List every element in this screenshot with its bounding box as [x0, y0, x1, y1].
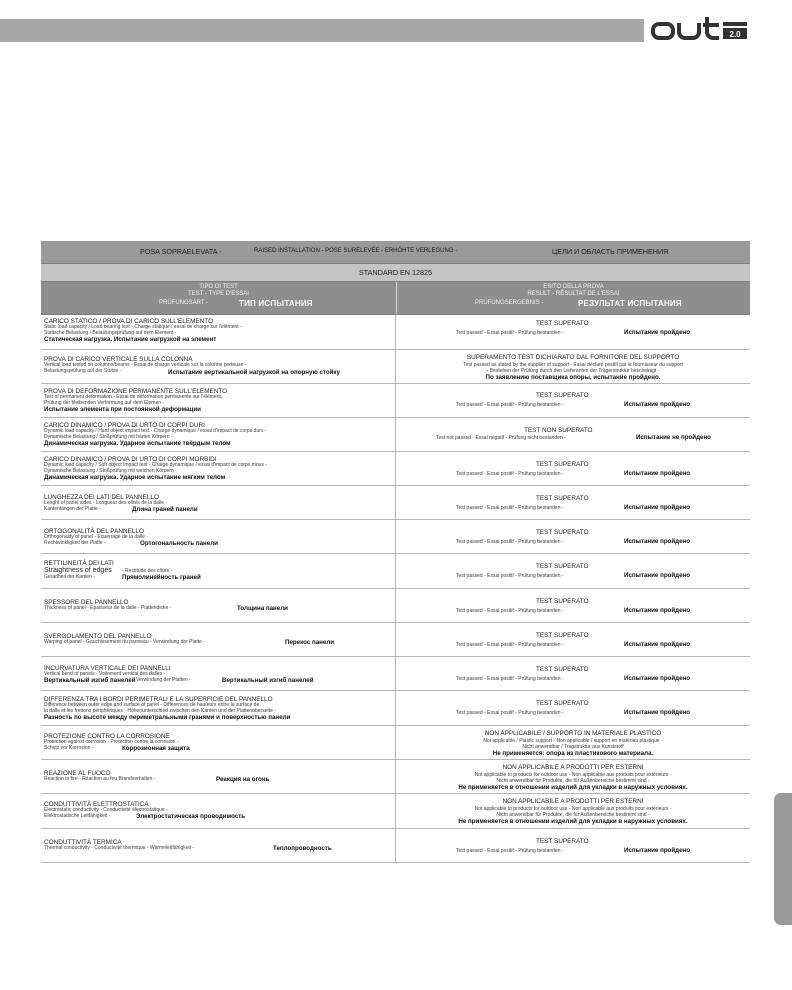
test-title: CONDUTTIVITÀ ELETTROSTATICA: [44, 801, 149, 808]
brand-logo: [651, 14, 751, 44]
result-ru: Не применяется: опора из пластикового материала.: [492, 750, 654, 757]
test-desc: Warping of panel - Gauchissement du panneau - Verwindung der Platte -: [44, 639, 206, 646]
table-row: [41, 589, 750, 623]
result-multi: Test passed - Essai positif - Prüfung bestanden -: [456, 642, 564, 648]
result-multi: Not applicable to products for outdoor use - Non applicable aux produits pour extérieurs -: [474, 772, 672, 778]
result-ru: Испытание пройдено: [624, 572, 691, 579]
table-row: [41, 657, 750, 691]
test-ru: Ортогональность панели: [140, 539, 218, 547]
top-bar: [0, 19, 644, 42]
test-title: REAZIONE AL FUOCO: [44, 770, 111, 777]
result-multi-2: Nicht anwendbar / Tragstruktur aus Kunststoff: [522, 744, 624, 750]
test-title: CARICO DINAMICO / PROVA DI URTO DI CORPI DURI: [44, 422, 205, 429]
table-row: [41, 726, 750, 760]
test-type-multi: TEST - TYPE D'ESSAI: [188, 291, 249, 298]
header-it: POSA SOPRAELEVATA -: [140, 247, 222, 256]
result-ru: Испытание пройдено: [624, 847, 691, 854]
result-it: TEST SUPERATO: [536, 320, 589, 327]
test-ru: Динамическая нагрузка. Ударное испытание мягким телом: [44, 474, 226, 482]
result-ru: Не применяется в отношении изделий для укладки в наружных условиях.: [458, 818, 688, 825]
table-row: [41, 384, 750, 418]
table-row: [41, 829, 750, 863]
test-title: INCURVATURA VERTICALE DEI PANNELLI: [44, 665, 171, 672]
test-ru-inline: Вертикальный изгиб панелей: [44, 676, 136, 684]
result-it: NON APPLICABILE A PRODOTTI PER ESTERNI: [502, 764, 644, 771]
test-ru: Прямолинейность граней: [122, 574, 201, 582]
result-ru: Испытание пройдено: [624, 504, 691, 511]
test-desc-2: la dalle et les frettons périphériques - Höhenunterschied zwischen den Kanten und der Plattenoberseite -: [44, 707, 276, 714]
result-ru: Испытание пройдено: [624, 641, 691, 648]
result-it: TEST SUPERATO: [536, 563, 589, 570]
result-it: TEST SUPERATO: [536, 495, 589, 502]
result-it: TEST SUPERATO: [536, 666, 589, 673]
test-desc-de: Statische Belastung / Belastungsprüfung auf dem Element -: [44, 329, 177, 336]
side-tab: [774, 793, 792, 925]
table-row: [41, 554, 750, 589]
header-ru: ЦЕЛИ И ОБЛАСТЬ ПРИМЕНЕНИЯ: [552, 247, 669, 256]
test-title: PROTEZIONE CONTRO LA CORROSIONE: [44, 733, 170, 740]
result-ru: По заявлению поставщика опоры, испытание пройдено.: [485, 374, 661, 381]
test-desc: Test of permanent deformation - Essai de déformation permanente sur l'élément: [44, 394, 221, 401]
test-title: PROVA DI CARICO VERTICALE SULLA COLONNA: [44, 356, 193, 363]
test-type-de: PRÜFUNGSART -: [159, 300, 209, 306]
header-multi: RAISED INSTALLATION - POSE SURÉLEVÉE - ERHÖHTE VERLEGUNG -: [254, 248, 458, 254]
test-ru: Реакция на огонь: [216, 776, 270, 784]
test-desc-de: Dynamische Belastung / Stoßprüfung mit weichen Körpern -: [44, 467, 177, 474]
result-ru: Испытание пройдено: [624, 709, 691, 716]
test-desc: Dynamic load capacity / Soft object impact test - Charge dynamique / essai d'impact de corps mous -: [44, 462, 267, 469]
result-multi: Test passed - Essai positif - Prüfung bestanden -: [456, 402, 564, 408]
test-desc-de: Schutz vor Korrosion -: [44, 744, 94, 751]
result-it: ESITO DELLA PROVA: [543, 284, 604, 290]
result-de: PRÜFUNGSERGEBNIS -: [475, 300, 544, 306]
test-title: ORTOGONALITÀ DEL PANNELLO: [44, 528, 144, 535]
result-header: [397, 282, 750, 314]
result-multi: Not applicable / Plastic support - Non applicable / support en matériau plastique -: [483, 738, 663, 744]
test-ru: Длина граней панели: [132, 505, 198, 513]
test-ru: Коррозионная защита: [122, 744, 190, 752]
result-multi: Test passed - Essai positif - Prüfung bestanden -: [456, 848, 564, 854]
table-row: [41, 418, 750, 452]
test-ru: Электростатическая проводимость: [136, 812, 246, 820]
test-title: CARICO DINAMICO / PROVA DI URTO DI CORPI MORBIDI: [44, 456, 217, 463]
result-it: NON APPLICABILE A PRODOTTI PER ESTERNI: [502, 798, 644, 805]
test-desc: Difference between outer edge and surface of panel - Différences de hauteurs entre la surface de: [44, 702, 260, 709]
table-row: [41, 315, 750, 350]
test-ru: Испытание вертикальной нагрузкой на опорную стойку: [168, 368, 340, 376]
result-ru: Испытание пройдено: [624, 401, 691, 408]
result-ru: Испытание не пройдено: [636, 434, 711, 441]
result-it: TEST SUPERATO: [536, 392, 589, 399]
test-title: RETTILINEITÀ DEI LATI: [44, 560, 114, 567]
result-ru: Не применяется в отношении изделий для укладки в наружных условиях.: [458, 784, 688, 791]
test-desc-de: Geradheit der Kanten -: [44, 574, 95, 581]
test-desc: Reaction to fire - Réaction au feu Brandverhalten -: [44, 776, 156, 783]
test-type-ru: ТИП ИСПЫТАНИЯ: [239, 299, 313, 308]
test-ru: Динамическая нагрузка. Ударное испытание твёрдым телом: [44, 440, 231, 448]
result-multi: RESULT - RÉSULTAT DE L'ESSAI: [527, 291, 620, 298]
result-multi-2: Nicht anwendbar für Produkte, die für Außenbereiche bestimmt sind -: [496, 812, 650, 818]
result-ru: Испытание пройдено: [624, 607, 691, 614]
result-it: TEST SUPERATO: [536, 700, 589, 707]
result-multi: Test passed - Essai positif - Prüfung bestanden -: [456, 608, 564, 614]
result-it: NON APPLICABILE / SUPPORTO IN MATERIALE PLASTICO: [484, 730, 662, 737]
column-headers: [41, 282, 750, 315]
test-desc: Orthogonality of panel - Equerrage de la dalle -: [44, 534, 148, 541]
result-ru: Испытание пройдено: [624, 675, 691, 682]
result-multi: Not applicable to products for outdoor use - Non applicable aux produits pour extérieurs -: [474, 806, 672, 812]
test-title: PROVA DI DEFORMAZIONE PERMANENTE SULL'ELEMENTO: [44, 388, 228, 395]
test-ru: Теплопроводность: [273, 845, 332, 853]
table-row: [41, 452, 750, 486]
test-desc: Electrostatic conductivity - Conductivité électrostatique -: [44, 807, 168, 814]
result-ru: Испытание пройдено: [624, 538, 691, 545]
test-desc-de: Verwindung der Platten -: [136, 676, 191, 683]
standard-header: STANDARD EN 12825: [41, 264, 750, 282]
result-it: TEST SUPERATO: [536, 632, 589, 639]
result-multi: Test passed - Essai positif - Prüfung bestanden -: [456, 505, 564, 511]
result-ru: РЕЗУЛЬТАТ ИСПЫТАНИЯ: [578, 299, 682, 308]
test-type-header: [41, 282, 397, 314]
test-type-it: TIPO DI TEST: [199, 284, 238, 290]
test-desc: Straightness of edges: [44, 567, 112, 575]
result-it: TEST SUPERATO: [536, 529, 589, 536]
test-ru: Испытание элемента при постоянной деформации: [44, 406, 201, 414]
test-ru: Толщина панели: [237, 605, 288, 613]
test-desc: Vertical bend of panels - Voilement vertical des dalles -: [44, 671, 166, 678]
test-desc: Thickness of panel - Epaisseur de la dalle - Plattendicke -: [44, 605, 172, 612]
test-desc-de: Prüfung der bleibenden Verformung auf dem Elemen -: [44, 399, 165, 406]
result-it: SUPERAMENTO TEST DICHIARATO DAL FORNITORE DEL SUPPORTO: [466, 354, 680, 361]
table-row: [41, 520, 750, 554]
test-desc-de: Dynamische Belastung / Stoßprüfung mit harten Körpern -: [44, 433, 173, 440]
table-row: [41, 350, 750, 384]
test-desc: Protection against corrosion - Protection contre la corrosion -: [44, 739, 179, 746]
table-row: [41, 623, 750, 657]
table-row: [41, 760, 750, 794]
test-title: SPESSORE DEL PANNELLO: [44, 599, 129, 606]
result-multi: Test passed - Essai positif - Prüfung bestanden -: [456, 710, 564, 716]
installation-header: [41, 241, 750, 264]
table-row: [41, 794, 750, 829]
result-multi: Test passed as stated by the supplier of support - Essai déclaré positif par le fournisseur du support: [463, 362, 683, 368]
table-row: [41, 486, 750, 520]
test-desc: Lenght of panel sides - Longueur des côtés de la dalle -: [44, 500, 168, 507]
result-multi: Test passed - Essai positif - Prüfung bestanden -: [456, 471, 564, 477]
test-ru: Перекос панели: [285, 639, 335, 647]
test-desc: Dynamic load capacity / Hard object impact test - Charge dynamique / essai d'impact de corps durs -: [44, 428, 267, 435]
result-multi: Test passed - Essai positif - Prüfung bestanden -: [456, 573, 564, 579]
test-desc-de: Elektrostatische Leitfähigkeit -: [44, 812, 111, 819]
test-desc-de: Rechtwinkligkeit der Platte -: [44, 539, 106, 546]
test-title: CONDUTTIVITÀ TERMICA: [44, 839, 122, 846]
test-title: SVERGOLAMENTO DEL PANNELLO: [44, 633, 152, 640]
result-multi: Test passed - Essai positif - Prüfung bestanden -: [456, 539, 564, 545]
result-ru: Испытание пройдено: [624, 470, 691, 477]
test-desc-de: Belastungsprüfung auf der Stütze -: [44, 367, 122, 374]
result-ru: Испытание пройдено: [624, 329, 691, 336]
test-title: DIFFERENZA TRA I BORDI PERIMETRALI E LA SUPERFICIE DEL PANNELLO: [44, 696, 273, 703]
test-desc: Thermal conductivity - Conductivité thermique - Wärmeleitfähigkeit -: [44, 845, 195, 852]
test-ru: Вертикальный изгиб панелей: [222, 676, 314, 684]
test-ru: Разность по высоте между периметральными гранями и поверхностью панели: [44, 714, 291, 722]
result-it: TEST SUPERATO: [536, 598, 589, 605]
result-it: TEST NON SUPERATO: [524, 427, 593, 434]
result-multi-2: - Bestehen der Prüfung durch den Lieferanten der Trägerstruktur bescheinigt -: [486, 368, 660, 374]
result-it: TEST SUPERATO: [536, 838, 589, 845]
result-multi: Test not passed - Essai négatif - Prüfung nicht bestanden -: [436, 435, 566, 441]
test-desc: Static load capacity / Load bearing test - Charge statique / essai de charge sur l'élément -: [44, 324, 242, 331]
test-title: LUNGHEZZA DEI LATI DEL PANNELLO: [44, 494, 159, 501]
test-desc-fr: - Rectitude des côtés -: [122, 568, 173, 575]
result-multi: Test passed - Essai positif - Prüfung bestanden -: [456, 676, 564, 682]
test-desc-de: Kantenlängen der Platte -: [44, 505, 101, 512]
result-it: TEST SUPERATO: [536, 461, 589, 468]
result-multi-2: Nicht anwendbar für Produkte, die für Außenbereiche bestimmt sind -: [496, 778, 650, 784]
test-ru: Статическая нагрузка. Испытание нагрузкой на элемент: [44, 336, 217, 344]
test-desc: Vertical load tested on columns/beams - Essai de charge verticale sur la colonne porteuse -: [44, 362, 247, 369]
logo-version: 2.0: [729, 30, 741, 39]
table-row: [41, 691, 750, 726]
specs-table: [41, 241, 750, 863]
result-multi: Test passed - Essai positif - Prüfung bestanden -: [456, 330, 564, 336]
test-title: CARICO STATICO / PROVA DI CARICO SULL'ELEMENTO: [44, 318, 214, 325]
